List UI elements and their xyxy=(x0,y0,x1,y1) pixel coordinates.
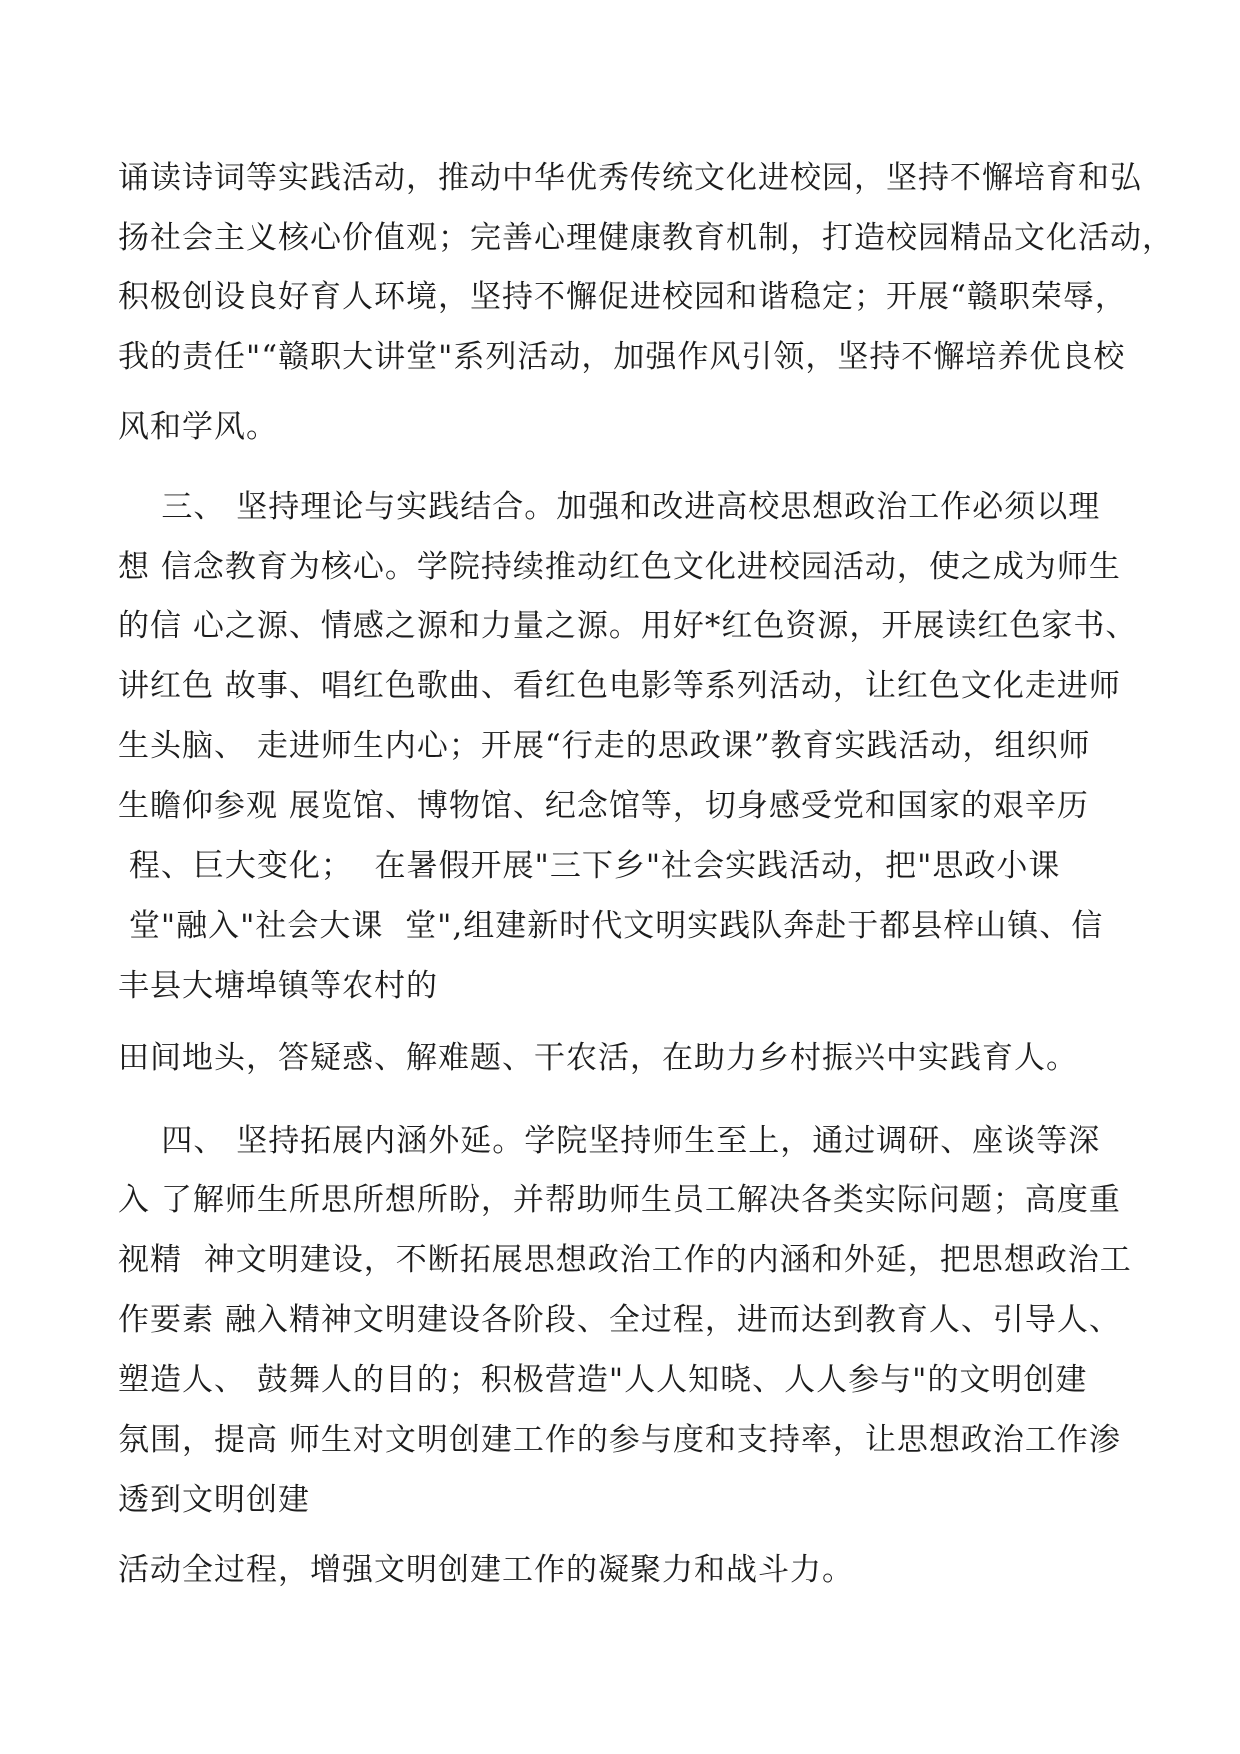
text-line: 的信 心之源、情感之源和力量之源。用好*红色资源，开展读红色家书、 xyxy=(118,608,1138,644)
section-heading-line: 四、 坚持拓展内涵外延。学院坚持师生至上，通过调研、座谈等深 xyxy=(118,1123,1101,1159)
text-line: 程、巨大变化； 在暑假开展"三下乡"社会实践活动，把"思政小课 xyxy=(118,848,1061,884)
text-line: 堂"融入"社会大课 堂",组建新时代文明实践队奔赴于都县梓山镇、信 xyxy=(118,908,1104,944)
text-line: 积极创设良好育人环境，坚持不懈促进校园和谐稳定；开展“赣职荣辱， xyxy=(118,279,1127,315)
text-line: 我的责任"“赣职大讲堂"系列活动，加强作风引领，坚持不懈培养优良校 xyxy=(118,339,1126,375)
text-line: 透到文明创建 xyxy=(118,1482,310,1518)
text-line: 讲红色 故事、唱红色歌曲、看红色电影等系列活动，让红色文化走进师 xyxy=(118,668,1121,704)
text-line: 入 了解师生所思所想所盼，并帮助师生员工解决各类实际问题；高度重 xyxy=(118,1182,1121,1218)
text-line: 活动全过程，增强文明创建工作的凝聚力和战斗力。 xyxy=(118,1552,854,1588)
text-line: 扬社会主义核心价值观；完善心理健康教育机制，打造校园精品文化活动， xyxy=(118,220,1174,256)
text-line: 风和学风。 xyxy=(118,409,278,445)
text-line: 生瞻仰参观 展览馆、博物馆、纪念馆等，切身感受党和国家的艰辛历 xyxy=(118,788,1089,824)
text-line: 氛围，提高 师生对文明创建工作的参与度和支持率，让思想政治工作渗 xyxy=(118,1422,1121,1458)
text-line: 诵读诗词等实践活动，推动中华优秀传统文化进校园，坚持不懈培育和弘 xyxy=(118,160,1142,196)
text-line: 作要素 融入精神文明建设各阶段、全过程，进而达到教育人、引导人、 xyxy=(118,1302,1121,1338)
text-line: 视精 神文明建设，不断拓展思想政治工作的内涵和外延，把思想政治工 xyxy=(118,1242,1132,1278)
section-heading-line: 三、 坚持理论与实践结合。加强和改进高校思想政治工作必须以理 xyxy=(118,489,1101,525)
text-line: 想 信念教育为核心。学院持续推动红色文化进校园活动，使之成为师生 xyxy=(118,549,1121,585)
text-line: 丰县大塘埠镇等农村的 xyxy=(118,968,438,1004)
text-line: 田间地头，答疑惑、解难题、干农活，在助力乡村振兴中实践育人。 xyxy=(118,1040,1078,1076)
text-line: 塑造人、 鼓舞人的目的；积极营造"人人知晓、人人参与"的文明创建 xyxy=(118,1362,1088,1398)
text-line: 生头脑、 走进师生内心；开展“行走的思政课”教育实践活动，组织师 xyxy=(118,728,1091,764)
